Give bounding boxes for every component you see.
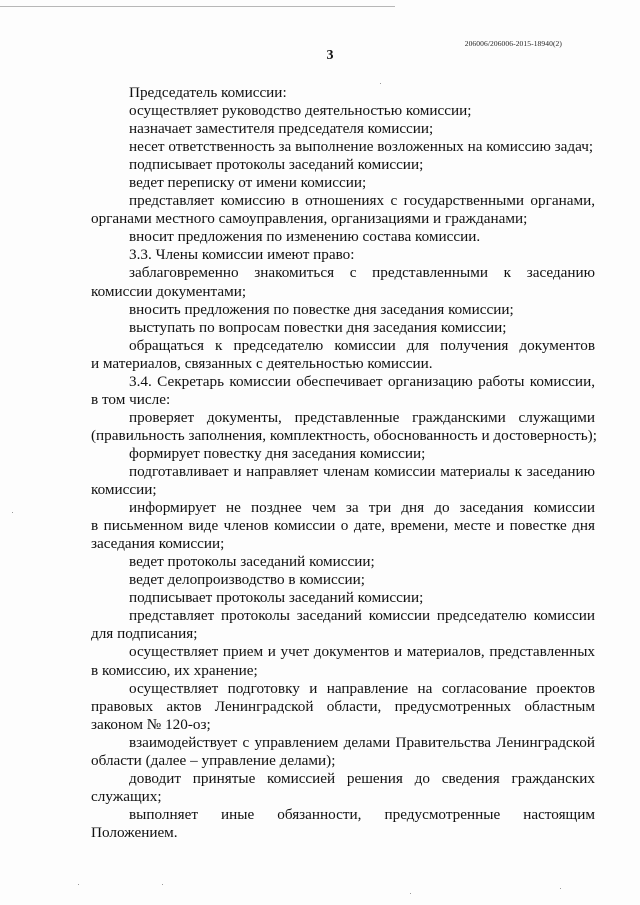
text-line: подписывает протоколы заседаний комиссии; — [129, 156, 424, 174]
text-line: в письменном виде членов комиссии о дате, времени, месте и повестке дня — [91, 517, 595, 535]
text-line: вносит предложения по изменению состава комиссии. — [129, 228, 481, 246]
text-line: назначает заместителя председателя комиссии; — [129, 120, 434, 138]
text-line: заседания комиссии; — [91, 535, 225, 553]
scan-speck — [380, 83, 381, 84]
text-line: комиссии документами; — [91, 282, 247, 300]
text-line: в комиссию, их хранение; — [91, 661, 258, 679]
scan-speck — [162, 884, 163, 885]
text-line: осуществляет подготовку и направление на согласование проектов — [129, 679, 595, 697]
page-number: 3 — [326, 48, 334, 63]
text-line: служащих; — [91, 787, 162, 805]
text-line: правовых актов Ленинградской области, предусмотренных областным — [91, 697, 595, 715]
text-line: для подписания; — [91, 625, 198, 643]
text-line: и материалов, связанных с деятельностью комиссии. — [91, 354, 433, 372]
text-line: в том числе: — [91, 390, 171, 408]
text-line: выполняет иные обязанности, предусмотренные настоящим — [129, 805, 595, 823]
text-line: 3.4. Секретарь комиссии обеспечивает организацию работы комиссии, — [129, 372, 595, 390]
text-line: представляет комиссию в отношениях с государственными органами, — [129, 192, 595, 210]
scan-speck — [12, 512, 13, 513]
text-line: Положением. — [91, 823, 178, 841]
text-line: ведет делопроизводство в комиссии; — [129, 571, 365, 589]
text-line: комиссии; — [91, 481, 157, 499]
text-line: ведет переписку от имени комиссии; — [129, 174, 367, 192]
scan-edge-line — [0, 6, 395, 7]
text-line: подписывает протоколы заседаний комиссии; — [129, 589, 424, 607]
text-line: несет ответственность за выполнение возложенных на комиссию задач; — [129, 138, 594, 156]
text-line: органами местного самоуправления, организациями и гражданами; — [91, 210, 528, 228]
text-line: подготавливает и направляет членам комиссии материалы к заседанию — [129, 462, 595, 480]
scan-speck — [560, 888, 561, 889]
text-line: (правильность заполнения, комплектность, обоснованность и достоверность); — [91, 426, 597, 444]
text-line: осуществляет прием и учет документов и материалов, представленных — [129, 643, 595, 661]
text-line: Председатель комиссии: — [129, 84, 287, 101]
document-id: 206006/206006-2015-18940(2) — [464, 39, 562, 48]
text-line: 3.3. Члены комиссии имеют право: — [129, 246, 355, 264]
text-line: взаимодействует с управлением делами Правительства Ленинградской — [129, 733, 595, 751]
scan-speck — [410, 893, 411, 894]
text-line: осуществляет руководство деятельностью комиссии; — [129, 102, 472, 120]
text-line: вносить предложения по повестке дня заседания комиссии; — [129, 300, 514, 318]
text-line: информирует не позднее чем за три дня до заседания комиссии — [129, 499, 595, 517]
text-line: ведет протоколы заседаний комиссии; — [129, 553, 375, 571]
text-line: заблаговременно знакомиться с представленными к заседанию — [129, 264, 595, 282]
text-line: области (далее – управление делами); — [91, 751, 336, 769]
text-line: доводит принятые комиссией решения до сведения гражданских — [129, 769, 595, 787]
text-line: выступать по вопросам повестки дня заседания комиссии; — [129, 318, 507, 336]
text-line: проверяет документы, представленные гражданскими служащими — [129, 408, 595, 426]
document-body — [91, 84, 595, 842]
text-line: обращаться к председателю комиссии для получения документов — [129, 336, 595, 354]
scan-speck — [78, 884, 79, 885]
text-line: формирует повестку дня заседания комиссии; — [129, 444, 426, 462]
text-line: законом № 120-оз; — [91, 715, 211, 733]
text-line: представляет протоколы заседаний комиссии председателю комиссии — [129, 607, 595, 625]
